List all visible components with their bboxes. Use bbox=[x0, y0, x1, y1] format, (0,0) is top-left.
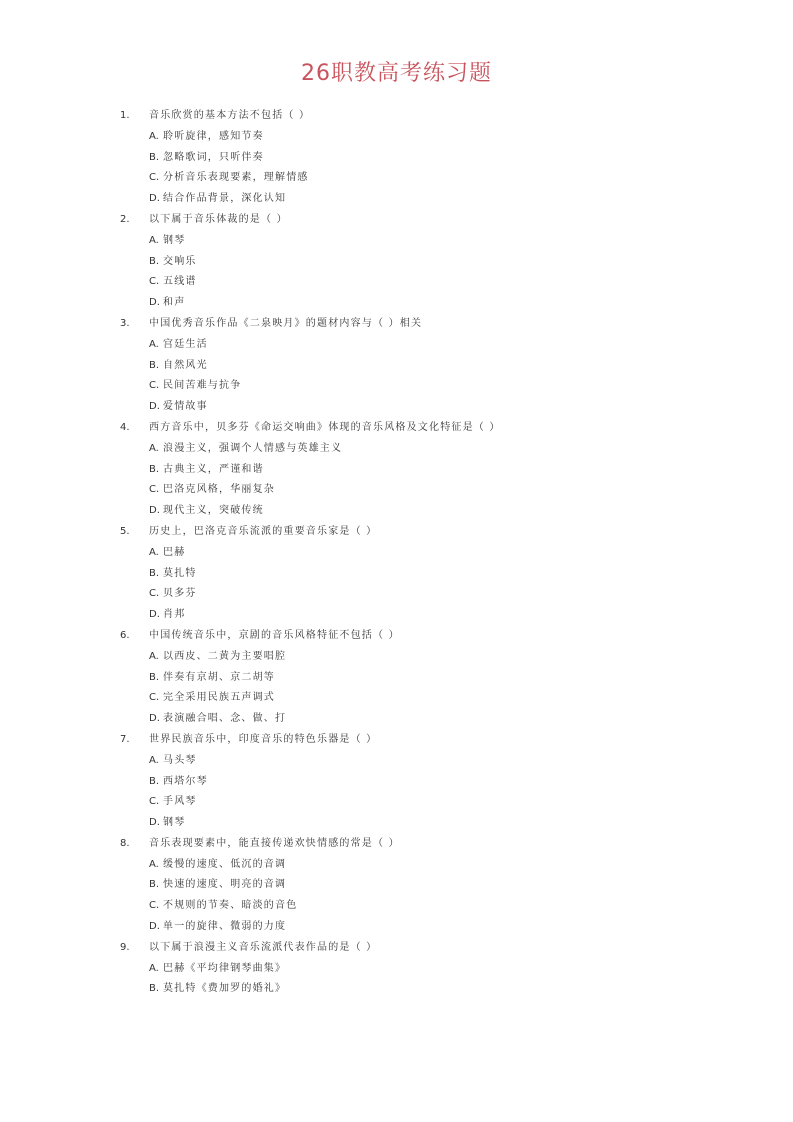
option-letter: A. bbox=[149, 442, 159, 454]
option-text: 以西皮、二黄为主要唱腔 bbox=[163, 650, 287, 662]
question-number: 3. bbox=[120, 317, 130, 329]
option-text: 和声 bbox=[163, 297, 186, 309]
option-letter: B. bbox=[149, 671, 160, 683]
question-item bbox=[0, 210, 793, 231]
option-letter: C. bbox=[149, 796, 160, 808]
question-number: 5. bbox=[120, 525, 130, 537]
option-text: 伴奏有京胡、京二胡等 bbox=[163, 671, 275, 683]
option-text: 巴洛克风格，华丽复杂 bbox=[163, 484, 275, 496]
option-letter: B. bbox=[149, 775, 160, 787]
option-text: 现代主义，突破传统 bbox=[163, 505, 264, 517]
option-item bbox=[0, 189, 793, 210]
option-text: 单一的旋律、微弱的力度 bbox=[163, 921, 287, 933]
option-text: 宫廷生活 bbox=[163, 338, 208, 350]
question-text: 以下属于音乐体裁的是（ ） bbox=[149, 213, 288, 225]
option-item bbox=[0, 668, 793, 689]
option-text: 马头琴 bbox=[163, 754, 197, 766]
option-text: 手风琴 bbox=[163, 796, 197, 808]
question-text: 音乐表现要素中，能直接传递欢快情感的常是（ ） bbox=[149, 837, 400, 849]
option-item bbox=[0, 979, 793, 1000]
question-item bbox=[0, 938, 793, 959]
question-item bbox=[0, 626, 793, 647]
option-item bbox=[0, 584, 793, 605]
question-item bbox=[0, 730, 793, 751]
question-number: 9. bbox=[120, 941, 130, 953]
option-letter: A. bbox=[149, 130, 159, 142]
page-title: 26职教高考练习题 bbox=[301, 61, 492, 86]
option-text: 民间苦难与抗争 bbox=[163, 380, 242, 392]
option-text: 结合作品背景，深化认知 bbox=[163, 193, 287, 205]
option-letter: C. bbox=[149, 172, 160, 184]
question-text: 历史上，巴洛克音乐流派的重要音乐家是（ ） bbox=[149, 525, 378, 537]
option-item bbox=[0, 647, 793, 668]
option-letter: B. bbox=[149, 567, 160, 579]
option-letter: A. bbox=[149, 650, 159, 662]
option-letter: A. bbox=[149, 546, 159, 558]
question-text: 中国优秀音乐作品《二泉映月》的题材内容与（ ）相关 bbox=[149, 317, 423, 329]
question-number: 6. bbox=[120, 629, 130, 641]
question-number: 8. bbox=[120, 837, 130, 849]
option-text: 肖邦 bbox=[163, 609, 186, 621]
option-letter: B. bbox=[149, 983, 160, 995]
option-item bbox=[0, 252, 793, 273]
option-item bbox=[0, 855, 793, 876]
option-letter: C. bbox=[149, 900, 160, 912]
question-text: 西方音乐中，贝多芬《命运交响曲》体现的音乐风格及文化特征是（ ） bbox=[149, 421, 501, 433]
option-text: 五线谱 bbox=[163, 276, 197, 288]
option-item bbox=[0, 231, 793, 252]
option-item bbox=[0, 335, 793, 356]
option-letter: C. bbox=[149, 380, 160, 392]
option-text: 巴赫《平均律钢琴曲集》 bbox=[163, 962, 287, 974]
option-letter: D. bbox=[149, 297, 160, 309]
option-text: 莫扎特 bbox=[163, 567, 197, 579]
option-item bbox=[0, 127, 793, 148]
option-text: 交响乐 bbox=[163, 255, 197, 267]
question-item bbox=[0, 418, 793, 439]
option-text: 巴赫 bbox=[163, 546, 186, 558]
option-letter: A. bbox=[149, 962, 159, 974]
option-item bbox=[0, 293, 793, 314]
option-item bbox=[0, 564, 793, 585]
option-letter: D. bbox=[149, 193, 160, 205]
question-number: 2. bbox=[120, 213, 130, 225]
question-text: 世界民族音乐中，印度音乐的特色乐器是（ ） bbox=[149, 733, 378, 745]
option-letter: D. bbox=[149, 921, 160, 933]
option-item bbox=[0, 501, 793, 522]
option-letter: C. bbox=[149, 588, 160, 600]
option-item bbox=[0, 772, 793, 793]
option-letter: A. bbox=[149, 234, 159, 246]
option-item bbox=[0, 480, 793, 501]
option-letter: D. bbox=[149, 609, 160, 621]
option-text: 钢琴 bbox=[163, 817, 186, 829]
option-letter: D. bbox=[149, 817, 160, 829]
option-letter: C. bbox=[149, 276, 160, 288]
option-letter: C. bbox=[149, 484, 160, 496]
option-text: 浪漫主义，强调个人情感与英雄主义 bbox=[163, 442, 343, 454]
option-item bbox=[0, 917, 793, 938]
question-text: 音乐欣赏的基本方法不包括（ ） bbox=[149, 110, 311, 121]
option-item bbox=[0, 688, 793, 709]
option-text: 贝多芬 bbox=[163, 588, 197, 600]
option-item bbox=[0, 875, 793, 896]
question-text: 中国传统音乐中，京剧的音乐风格特征不包括（ ） bbox=[149, 629, 400, 641]
option-text: 分析音乐表现要素，理解情感 bbox=[163, 172, 309, 184]
option-item bbox=[0, 543, 793, 564]
option-text: 表演融合唱、念、做、打 bbox=[163, 713, 287, 725]
question-item bbox=[0, 834, 793, 855]
question-item bbox=[0, 522, 793, 543]
option-text: 西塔尔琴 bbox=[163, 775, 208, 787]
option-item bbox=[0, 959, 793, 980]
option-item bbox=[0, 168, 793, 189]
option-text: 古典主义，严谨和谐 bbox=[163, 463, 264, 475]
option-text: 爱情故事 bbox=[163, 401, 208, 413]
option-letter: D. bbox=[149, 401, 160, 413]
question-text: 以下属于浪漫主义音乐流派代表作品的是（ ） bbox=[149, 941, 378, 953]
question-number: 7. bbox=[120, 733, 130, 745]
option-item bbox=[0, 460, 793, 481]
option-letter: D. bbox=[149, 505, 160, 517]
option-letter: B. bbox=[149, 879, 160, 891]
option-text: 缓慢的速度、低沉的音调 bbox=[163, 858, 287, 870]
option-text: 不规则的节奏、暗淡的音色 bbox=[163, 900, 298, 912]
option-letter: D. bbox=[149, 713, 160, 725]
question-list bbox=[0, 106, 793, 1000]
option-item bbox=[0, 751, 793, 772]
question-number: 1. bbox=[120, 110, 130, 121]
question-item bbox=[0, 314, 793, 335]
option-letter: B. bbox=[149, 359, 160, 371]
option-letter: B. bbox=[149, 255, 160, 267]
option-letter: A. bbox=[149, 754, 159, 766]
option-letter: A. bbox=[149, 858, 159, 870]
option-text: 莫扎特《费加罗的婚礼》 bbox=[163, 983, 287, 995]
option-text: 聆听旋律，感知节奏 bbox=[163, 130, 264, 142]
option-item bbox=[0, 397, 793, 418]
option-item bbox=[0, 605, 793, 626]
question-number: 4. bbox=[120, 421, 130, 433]
option-item bbox=[0, 376, 793, 397]
option-text: 忽略歌词，只听伴奏 bbox=[163, 151, 264, 163]
option-item bbox=[0, 792, 793, 813]
option-letter: B. bbox=[149, 151, 160, 163]
option-letter: B. bbox=[149, 463, 160, 475]
question-item bbox=[0, 106, 793, 127]
option-letter: C. bbox=[149, 692, 160, 704]
option-text: 快速的速度、明亮的音调 bbox=[163, 879, 287, 891]
option-text: 自然风光 bbox=[163, 359, 208, 371]
option-item bbox=[0, 148, 793, 169]
option-text: 钢琴 bbox=[163, 234, 186, 246]
option-item bbox=[0, 272, 793, 293]
option-item bbox=[0, 439, 793, 460]
option-text: 完全采用民族五声调式 bbox=[163, 692, 275, 704]
option-item bbox=[0, 709, 793, 730]
option-item bbox=[0, 896, 793, 917]
option-item bbox=[0, 813, 793, 834]
option-item bbox=[0, 356, 793, 377]
option-letter: A. bbox=[149, 338, 159, 350]
